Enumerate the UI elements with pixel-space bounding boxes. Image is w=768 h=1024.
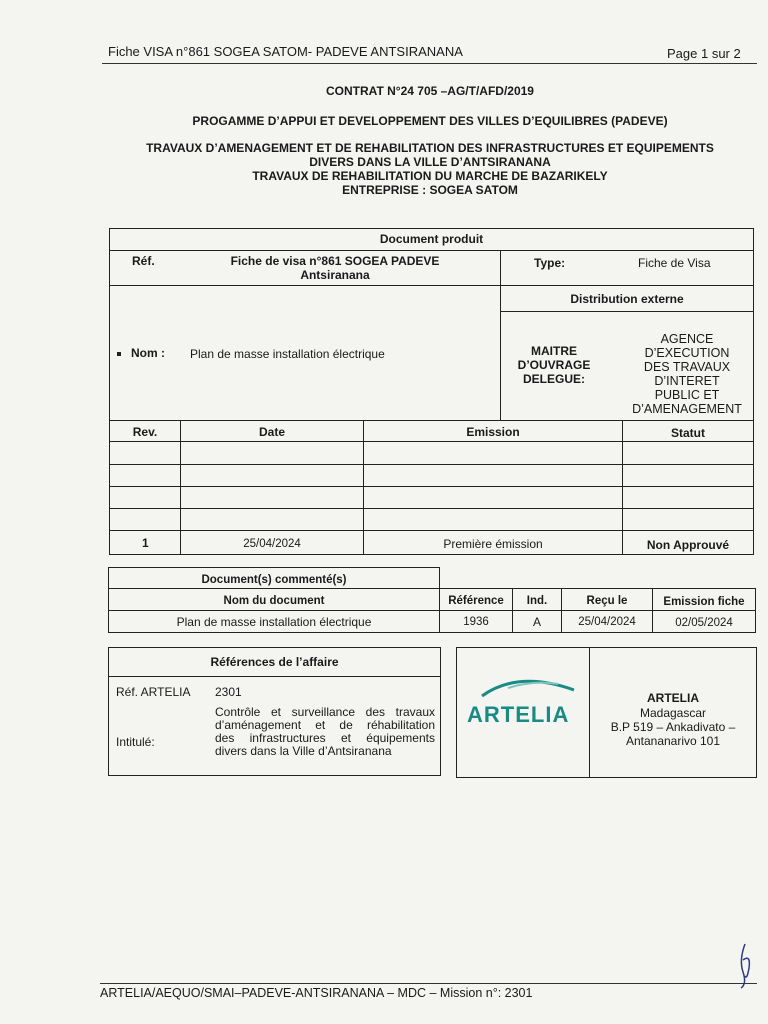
emission-value: Première émission	[443, 537, 543, 551]
agency-name	[622, 332, 752, 416]
commented-doc-recu: 25/04/2024	[578, 616, 636, 628]
recu-header: Reçu le	[586, 595, 628, 607]
commented-doc-ind: A	[532, 615, 541, 629]
intitule-line: d’aménagement et de réhabilitation	[215, 718, 435, 732]
rev-value: 1	[142, 536, 149, 550]
nom-row	[117, 346, 165, 360]
ref-artelia-label: Réf. ARTELIA	[116, 685, 191, 699]
commented-doc-reference: 1936	[463, 616, 489, 628]
intitule-value	[215, 706, 435, 758]
address-line: Madagascar	[639, 706, 707, 720]
agency-line: D’INTERET	[654, 374, 720, 388]
type-label: Type:	[534, 256, 566, 270]
works-title-line: DIVERS DANS LA VILLE D’ANTSIRANANA	[309, 155, 551, 169]
commented-doc-name: Plan de masse installation électrique	[176, 615, 372, 629]
footer-text: ARTELIA/AEQUO/SMAI–PADEVE-ANTSIRANANA – MDC – Mission n°: 2301	[100, 986, 533, 1000]
works-title-line: TRAVAUX DE REHABILITATION DU MARCHE DE BAZARIKELY	[252, 169, 608, 183]
address-line: Antananarivo 101	[625, 734, 721, 748]
agency-line: D’EXECUTION	[644, 346, 730, 360]
date-value: 25/04/2024	[243, 538, 301, 550]
reference-header: Référence	[448, 595, 504, 607]
footer-divider	[100, 983, 757, 984]
ref-value-line: Fiche de visa n°861 SOGEA PADEVE	[230, 254, 440, 268]
intitule-line: divers dans la Ville d’Antsiranana	[215, 744, 392, 758]
statut-header: Statut	[671, 426, 705, 440]
page-number: Page 1 sur 2	[667, 46, 741, 61]
date-header: Date	[258, 425, 285, 439]
agency-line: PUBLIC ET	[654, 388, 720, 402]
distribution-heading: Distribution externe	[570, 292, 684, 306]
header-divider	[102, 63, 757, 64]
intitule-line: Contrôle et surveillance des travaux	[215, 705, 435, 719]
header-document-title: Fiche VISA n°861 SOGEA SATOM- PADEVE ANTSIRANANA	[108, 44, 463, 59]
ref-value	[200, 254, 470, 282]
moa-line: MAITRE	[531, 344, 577, 358]
affaire-heading: Références de l’affaire	[210, 655, 339, 669]
type-value: Fiche de Visa	[638, 256, 711, 270]
agency-line: D’AMENAGEMENT	[632, 402, 742, 416]
emission-header: Emission	[466, 425, 520, 439]
nom-value: Plan de masse installation électrique	[190, 347, 385, 361]
intitule-line: des infrastructures et équipements	[215, 731, 435, 745]
emission-fiche-header: Emission fiche	[663, 596, 745, 608]
artelia-address	[590, 706, 756, 748]
contract-title: CONTRAT N°24 705 –AG/T/AFD/2019	[326, 84, 534, 98]
bullet-icon	[117, 352, 121, 356]
ref-artelia-value: 2301	[215, 685, 242, 699]
programme-title: PROGAMME D’APPUI ET DEVELOPPEMENT DES VILLES D’EQUILIBRES (PADEVE)	[192, 114, 668, 128]
intitule-label: Intitulé:	[116, 735, 155, 749]
rev-header: Rev.	[132, 425, 158, 439]
commented-heading: Document(s) commenté(s)	[201, 574, 347, 586]
nom-label: Nom :	[131, 346, 165, 360]
statut-value: Non Approuvé	[646, 538, 730, 552]
agency-line: AGENCE	[660, 332, 714, 346]
works-title-line: ENTREPRISE : SOGEA SATOM	[342, 183, 518, 197]
agency-line: DES TRAVAUX	[643, 360, 731, 374]
commented-doc-emission: 02/05/2024	[675, 617, 733, 629]
ind-header: Ind.	[526, 595, 548, 607]
artelia-logo: ARTELIA	[467, 702, 570, 727]
document-produit-heading: Document produit	[379, 232, 484, 246]
moa-line: DELEGUE:	[522, 372, 585, 386]
address-line: B.P 519 – Ankadivato –	[610, 720, 736, 734]
maitre-ouvrage-label	[504, 344, 604, 386]
nom-document-header: Nom du document	[223, 595, 325, 607]
artelia-name: ARTELIA	[647, 691, 699, 705]
ref-label: Réf.	[132, 254, 155, 268]
works-title-line: TRAVAUX D’AMENAGEMENT ET DE REHABILITATION DES INFRASTRUCTURES ET EQUIPEMENTS	[146, 141, 714, 155]
ref-value-line: Antsiranana	[300, 268, 370, 282]
moa-line: D’OUVRAGE	[517, 358, 591, 372]
artelia-logo-arc-icon	[478, 674, 578, 700]
works-title	[100, 141, 760, 197]
